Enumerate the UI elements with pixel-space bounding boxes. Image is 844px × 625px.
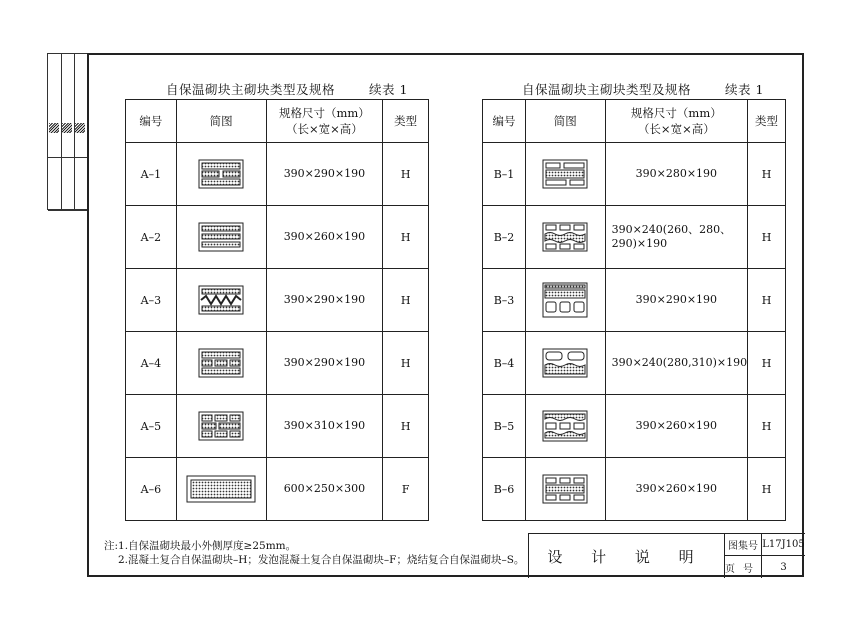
- block-drawing-cell: [525, 332, 605, 395]
- block-code: B–4: [483, 332, 526, 395]
- block-drawing-cell: [525, 395, 605, 458]
- header-code: 编号: [483, 100, 526, 143]
- notes: [104, 539, 524, 567]
- page-number: 3: [780, 561, 787, 573]
- left-table-caption: [166, 80, 408, 98]
- table-row: [126, 269, 429, 332]
- caption-continued: 续表 1: [369, 82, 408, 97]
- block-drawing-cell: [525, 143, 605, 206]
- block-spec: 390×260×190: [266, 206, 383, 269]
- block-code: B–3: [483, 269, 526, 332]
- block-type: H: [748, 269, 786, 332]
- stamp-mark-icon: [74, 120, 86, 136]
- block-spec: 390×290×190: [605, 269, 748, 332]
- block-layer-hollow-icon: [542, 282, 588, 318]
- block-type: H: [748, 206, 786, 269]
- block-drawing-cell: [176, 458, 266, 521]
- block-type: H: [383, 143, 429, 206]
- atlas-number: L17J105: [762, 534, 805, 556]
- block-code: B–2: [483, 206, 526, 269]
- block-3-row-banded-icon: [198, 222, 244, 252]
- table-row: [483, 395, 786, 458]
- table-row: [483, 206, 786, 269]
- caption-continued: 续表 1: [725, 82, 764, 97]
- block-type: H: [748, 143, 786, 206]
- block-type: H: [383, 206, 429, 269]
- block-split-cells-icon: [198, 348, 244, 378]
- block-spec: 390×260×190: [605, 458, 748, 521]
- header-type: 类型: [383, 100, 429, 143]
- table-row: [483, 332, 786, 395]
- table-row: [126, 206, 429, 269]
- block-offset-core-icon: [542, 159, 588, 189]
- block-drawing-cell: [525, 269, 605, 332]
- header-spec: 规格尺寸（mm） （长×宽×高）: [266, 100, 383, 143]
- block-drawing-cell: [525, 458, 605, 521]
- title-block: [528, 533, 805, 578]
- block-drawing-cell: [176, 206, 266, 269]
- block-spec: 390×290×190: [266, 269, 383, 332]
- page-label: 页号: [725, 556, 762, 578]
- header-drawing: 简图: [525, 100, 605, 143]
- block-code: A–3: [126, 269, 177, 332]
- caption-title: 自保温砌块主砌块类型及规格: [522, 82, 692, 97]
- block-type: H: [748, 458, 786, 521]
- block-code: A–1: [126, 143, 177, 206]
- block-code: B–1: [483, 143, 526, 206]
- block-spec: 390×290×190: [266, 143, 383, 206]
- block-code: A–4: [126, 332, 177, 395]
- table-header-row: [126, 100, 429, 143]
- block-drawing-cell: [176, 143, 266, 206]
- stamp-mark-icon: [61, 120, 73, 136]
- stamp-mark-icon: [48, 120, 60, 136]
- header-code: 编号: [126, 100, 177, 143]
- block-diamond-core-icon: [198, 285, 244, 315]
- block-type: H: [748, 332, 786, 395]
- block-wave-sandwich-icon: [542, 410, 588, 442]
- table-row: [483, 269, 786, 332]
- block-solid-foam-icon: [186, 475, 256, 503]
- block-type: H: [383, 332, 429, 395]
- table-row: [126, 332, 429, 395]
- block-drawing-cell: [176, 269, 266, 332]
- block-type: H: [383, 269, 429, 332]
- table-row: [126, 395, 429, 458]
- block-spec: 390×240(260、280、290)×190: [605, 206, 748, 269]
- block-type: F: [383, 458, 429, 521]
- note-line-1: 注:1.自保温砌块最小外侧厚度≥25mm。: [104, 540, 297, 552]
- table-row: [126, 143, 429, 206]
- block-code: B–6: [483, 458, 526, 521]
- block-spec: 390×260×190: [605, 395, 748, 458]
- header-spec: 规格尺寸（mm） （长×宽×高）: [605, 100, 748, 143]
- block-drawing-cell: [176, 332, 266, 395]
- block-hollow-over-wave-icon: [542, 348, 588, 378]
- caption-title: 自保温砌块主砌块类型及规格: [166, 82, 336, 97]
- right-spec-table: [482, 99, 786, 521]
- block-waved-core-icon: [542, 222, 588, 252]
- block-spec: 390×280×190: [605, 143, 748, 206]
- atlas-label: 图集号: [725, 534, 762, 556]
- block-3-row-perforated-icon: [198, 159, 244, 189]
- block-code: A–5: [126, 395, 177, 458]
- table-row: [126, 458, 429, 521]
- left-spec-table: [125, 99, 429, 521]
- block-spec: 390×290×190: [266, 332, 383, 395]
- table-row: [483, 143, 786, 206]
- block-code: B–5: [483, 395, 526, 458]
- table-header-row: [483, 100, 786, 143]
- block-spec: 390×310×190: [266, 395, 383, 458]
- block-drawing-cell: [525, 206, 605, 269]
- binding-strip: [47, 53, 87, 210]
- block-chain-core-icon: [542, 474, 588, 504]
- block-drawing-cell: [176, 395, 266, 458]
- note-line-2: 2.混凝土复合自保温砌块–H；发泡混凝土复合自保温砌块–F；烧结复合自保温砌块–S。: [118, 554, 525, 566]
- block-type: H: [383, 395, 429, 458]
- right-table-caption: [522, 80, 764, 98]
- block-spec: 390×240(280,310)×190: [605, 332, 748, 395]
- header-type: 类型: [748, 100, 786, 143]
- block-code: A–2: [126, 206, 177, 269]
- table-row: [483, 458, 786, 521]
- block-type: H: [748, 395, 786, 458]
- header-drawing: 简图: [176, 100, 266, 143]
- block-code: A–6: [126, 458, 177, 521]
- block-staggered-cells-icon: [198, 411, 244, 441]
- sheet-title: 设 计 说 明: [529, 534, 725, 578]
- block-spec: 600×250×300: [266, 458, 383, 521]
